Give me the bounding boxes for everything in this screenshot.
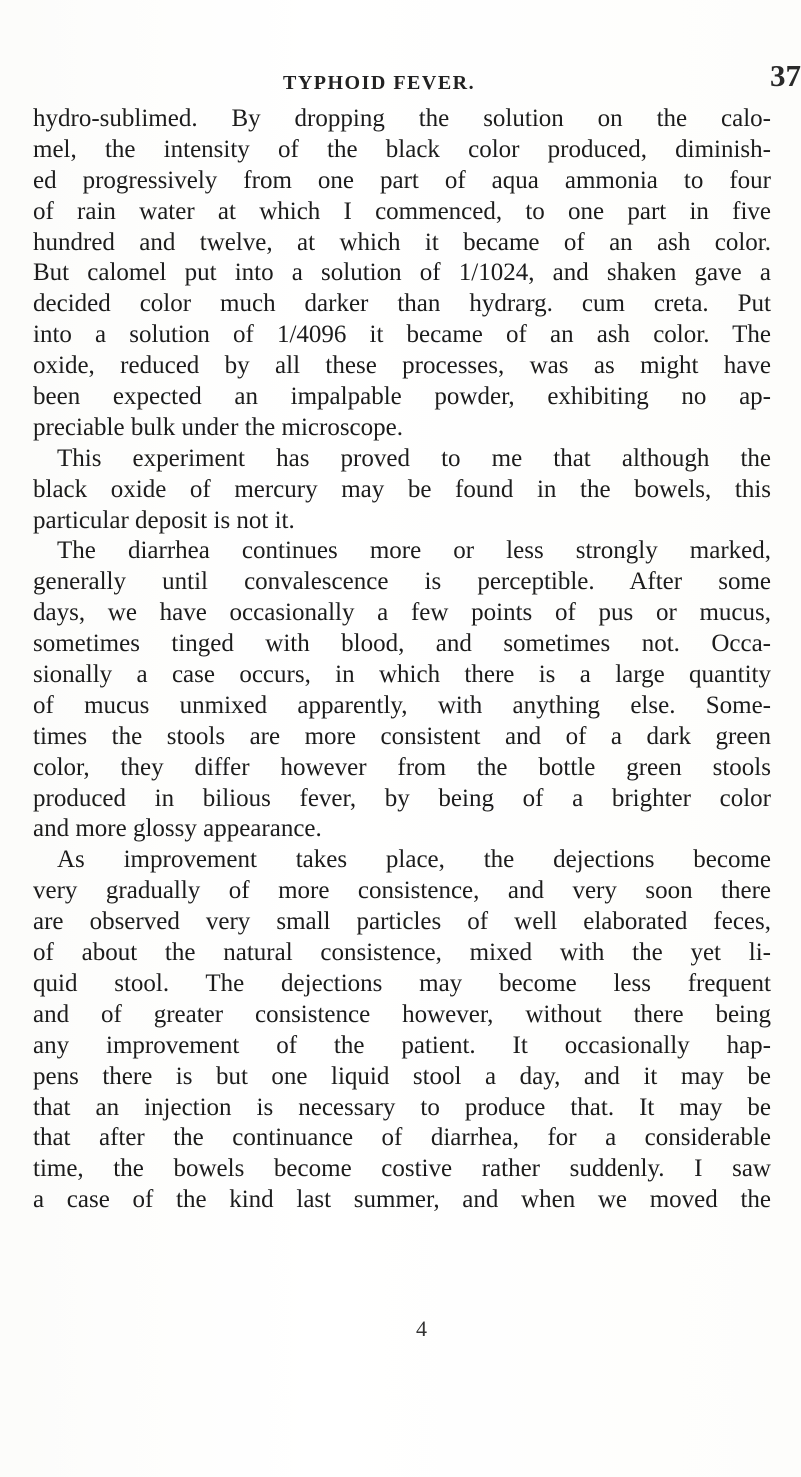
text-line: oxide, reduced by all these processes, was as might have (33, 352, 771, 380)
text-line: days, we have occasionally a few points of pus or mucus, (33, 599, 771, 627)
text-line: generally until convalescence is perceptible. After some (33, 568, 771, 596)
text-line: This experiment has proved to me that although the (57, 444, 771, 472)
text-line: time, the bowels become costive rather suddenly. I saw (33, 1155, 771, 1183)
text-line: times the stools are more consistent and of a dark green (33, 722, 771, 750)
text-line: But calomel put into a solution of 1/1024, and shaken gave a (33, 259, 771, 287)
text-line: of mucus unmixed apparently, with anything else. Some- (33, 691, 771, 719)
text-line: pens there is but one liquid stool a day, and it may be (33, 1062, 771, 1090)
signature-mark: 4 (416, 1316, 427, 1341)
text-line: into a solution of 1/4096 it became of an ash color. The (33, 321, 771, 349)
text-line: preciable bulk under the microscope. (33, 413, 403, 441)
text-line: black oxide of mercury may be found in the bowels, this (33, 475, 771, 503)
text-line: that an injection is necessary to produce that. It may be (33, 1093, 771, 1121)
text-line: that after the continuance of diarrhea, for a considerable (33, 1124, 771, 1152)
running-head (0, 58, 801, 98)
text-line: of rain water at which I commenced, to one part in five (33, 197, 771, 225)
text-line: mel, the intensity of the black color produced, diminish- (33, 135, 771, 163)
text-line: hydro-sublimed. By dropping the solution on the calo- (33, 105, 771, 132)
text-line: sionally a case occurs, in which there is a large quantity (33, 661, 771, 689)
text-line: and more glossy appearance. (33, 815, 322, 843)
text-line: quid stool. The dejections may become less frequent (33, 969, 771, 997)
text-line: produced in bilious fever, by being of a brighter color (33, 784, 771, 812)
body-text (33, 104, 771, 1216)
text-line: and of greater consistence however, without there being (33, 1000, 771, 1028)
text-line: are observed very small particles of well elaborated feces, (33, 908, 771, 936)
text-line: color, they differ however from the bottle green stools (33, 753, 771, 781)
text-line: a case of the kind last summer, and when we moved the (33, 1186, 771, 1214)
text-line: been expected an impalpable powder, exhibiting no ap- (33, 383, 771, 411)
running-title: TYPHOID FEVER. (283, 72, 476, 94)
text-line: hundred and twelve, at which it became of an ash color. (33, 228, 771, 256)
text-line: ed progressively from one part of aqua ammonia to four (33, 166, 771, 194)
text-line: sometimes tinged with blood, and sometimes not. Occa- (33, 630, 771, 658)
text-line: decided color much darker than hydrarg. cum creta. Put (33, 290, 771, 318)
text-line: As improvement takes place, the dejections become (57, 846, 771, 874)
text-line: The diarrhea continues more or less strongly marked, (57, 537, 771, 565)
text-line: particular deposit is not it. (33, 506, 295, 534)
text-line: any improvement of the patient. It occasionally hap- (33, 1031, 771, 1059)
page-number: 37 (770, 58, 801, 93)
text-line: of about the natural consistence, mixed with the yet li- (33, 939, 771, 967)
text-line: very gradually of more consistence, and very soon there (33, 877, 771, 905)
